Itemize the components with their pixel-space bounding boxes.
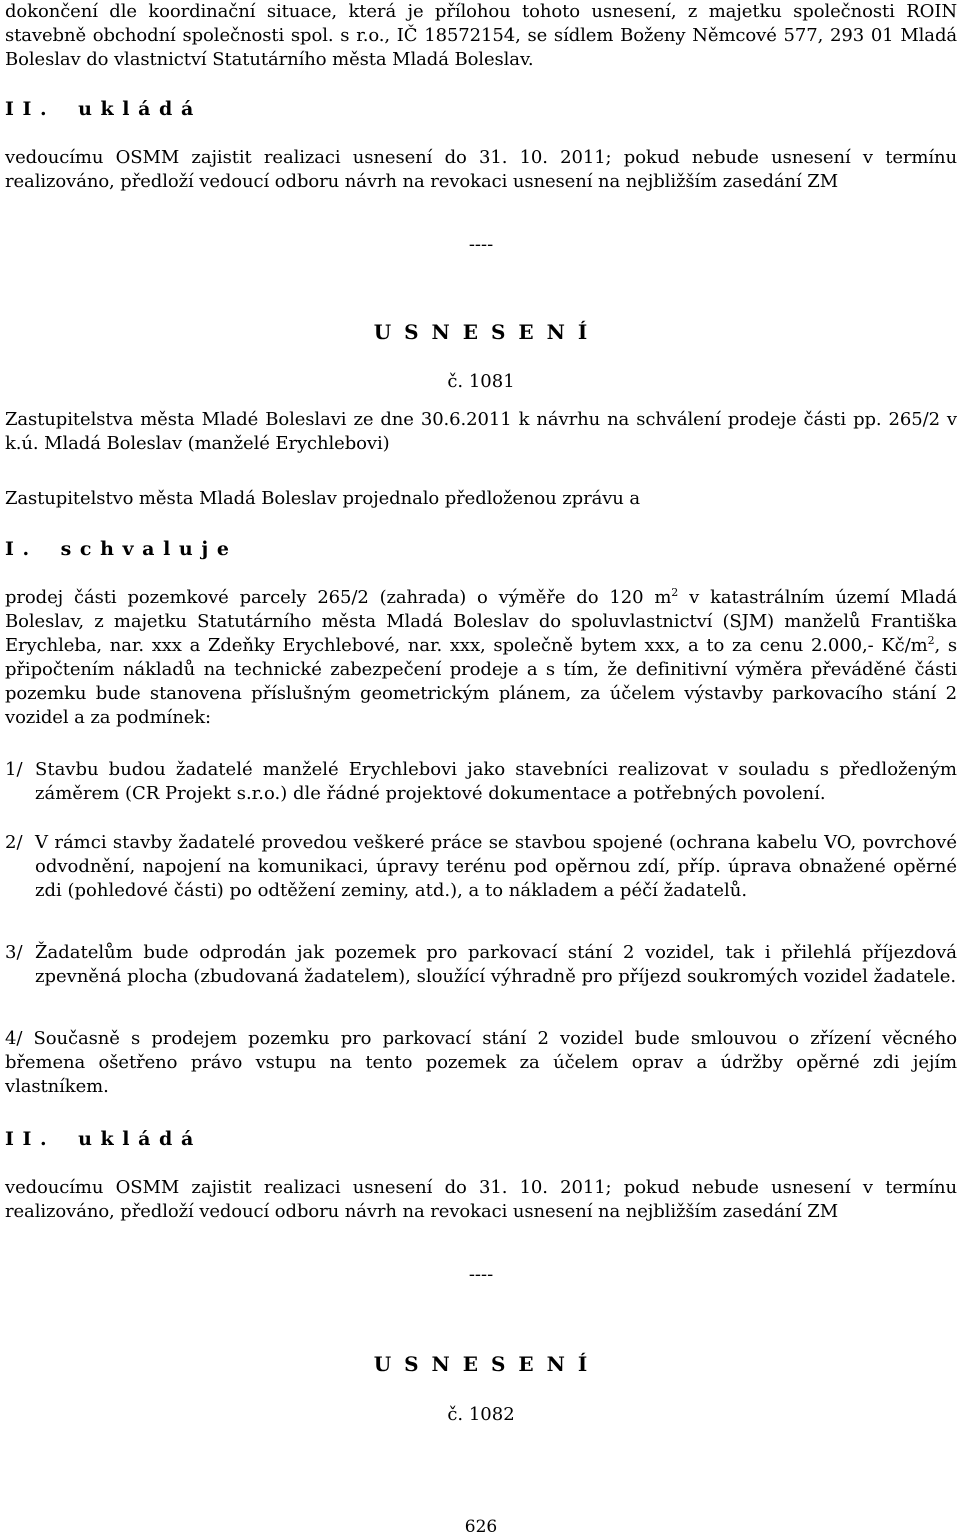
condition-item [5,831,957,903]
resolution-title: U S N E S E N Í [373,1352,589,1376]
condition-number: 1/ [5,759,23,780]
resolution-number: č. 1081 [447,371,515,392]
superscript: 2 [927,634,935,647]
condition-text: Stavbu budou žadatelé manželé Erychlebovi jako stavebníci realizovat v souladu s předloženým záměrem (CR Projekt s.r.o.) dle řádné projektové dokumentace a potřebných povolení. [35,759,957,804]
resolution-intro: Zastupitelstvo města Mladá Boleslav projednalo předloženou zprávu a [5,488,641,509]
condition-item-4: 4/ Současně s prodejem pozemku pro parkovací stání 2 vozidel bude smlouvou o zřízení věcného břemena ošetřeno právo vstupu na tento pozemek za účelem oprav a údržby opěrné zdi jejím vlastníkem. [5,1028,957,1097]
resolution-title: U S N E S E N Í [373,320,589,344]
separator: ---- [468,234,494,255]
page-number: 626 [464,1517,498,1537]
approval-text-part: prodej části pozemkové parcely 265/2 (zahrada) o výměře do 120 m [5,587,672,608]
resolution-number: č. 1082 [447,1404,515,1425]
section-heading-uklada: I I . u k l á d á [5,98,195,120]
resolution-subject: Zastupitelstva města Mladé Boleslavi ze dne 30.6.2011 k návrhu na schválení prodeje části pp. 265/2 v k.ú. Mladá Boleslav (manželé Erychlebovi) [5,409,957,454]
separator: ---- [468,1264,494,1285]
uklada-text: vedoucímu OSMM zajistit realizaci usnesení do 31. 10. 2011; pokud nebude usnesení v termínu realizováno, předloží vedoucí odboru návrh na revokaci usnesení na nejbližším zasedání ZM [5,147,957,192]
condition-number: 3/ [5,942,23,963]
approval-text-part: , s připočtením nákladů na technické zabezpečení prodeje a s tím, že definitivní výměra převáděné části pozemku bude stanovena příslušným geometrickým plánem, za účelem výstavby parkovacího stání 2 vozidel a za podmínek: [5,635,957,728]
approval-text [5,586,957,730]
condition-item [5,758,957,806]
superscript: 2 [671,586,679,599]
approval-text-part: v katastrálním území Mladá Boleslav, z majetku Statutárního města Mladá Boleslav do spoluvlastnictví (SJM) manželů Františka Erychleba, nar. xxx a Zdeňky Erychlebové, nar. xxx, společně bytem xxx, a to za cenu 2.000,- Kč/m [5,587,957,656]
condition-number: 2/ [5,832,23,853]
condition-text: Žadatelům bude odprodán jak pozemek pro parkovací stání 2 vozidel, tak i přilehlá příjezdová zpevněná plocha (zbudovaná žadatelem), sloužící výhradně pro příjezd soukromých vozidel žadatele. [35,942,957,987]
uklada-text: vedoucímu OSMM zajistit realizaci usnesení do 31. 10. 2011; pokud nebude usnesení v termínu realizováno, předloží vedoucí odboru návrh na revokaci usnesení na nejbližším zasedání ZM [5,1177,957,1222]
condition-item [5,941,957,989]
section-heading-schvaluje: I . s c h v a l u j e [5,538,230,560]
condition-text: V rámci stavby žadatelé provedou veškeré práce se stavbou spojené (ochrana kabelu VO, povrchové odvodnění, napojení na komunikaci, úpravy terénu pod opěrnou zdí, příp. úprava obnažené opěrné zdi (pohledové části) po odtěžení zeminy, atd.), a to nákladem a péčí žadatelů. [35,832,957,901]
section-heading-uklada: I I . u k l á d á [5,1128,195,1150]
previous-resolution-fragment: dokončení dle koordinační situace, která je přílohou tohoto usnesení, z majetku společnosti ROIN stavebně obchodní společnosti spol. s r.o., IČ 18572154, se sídlem Boženy Němcové 577, 293 01 Mladá Boleslav do vlastnictví Statutárního města Mladá Boleslav. [5,1,957,70]
